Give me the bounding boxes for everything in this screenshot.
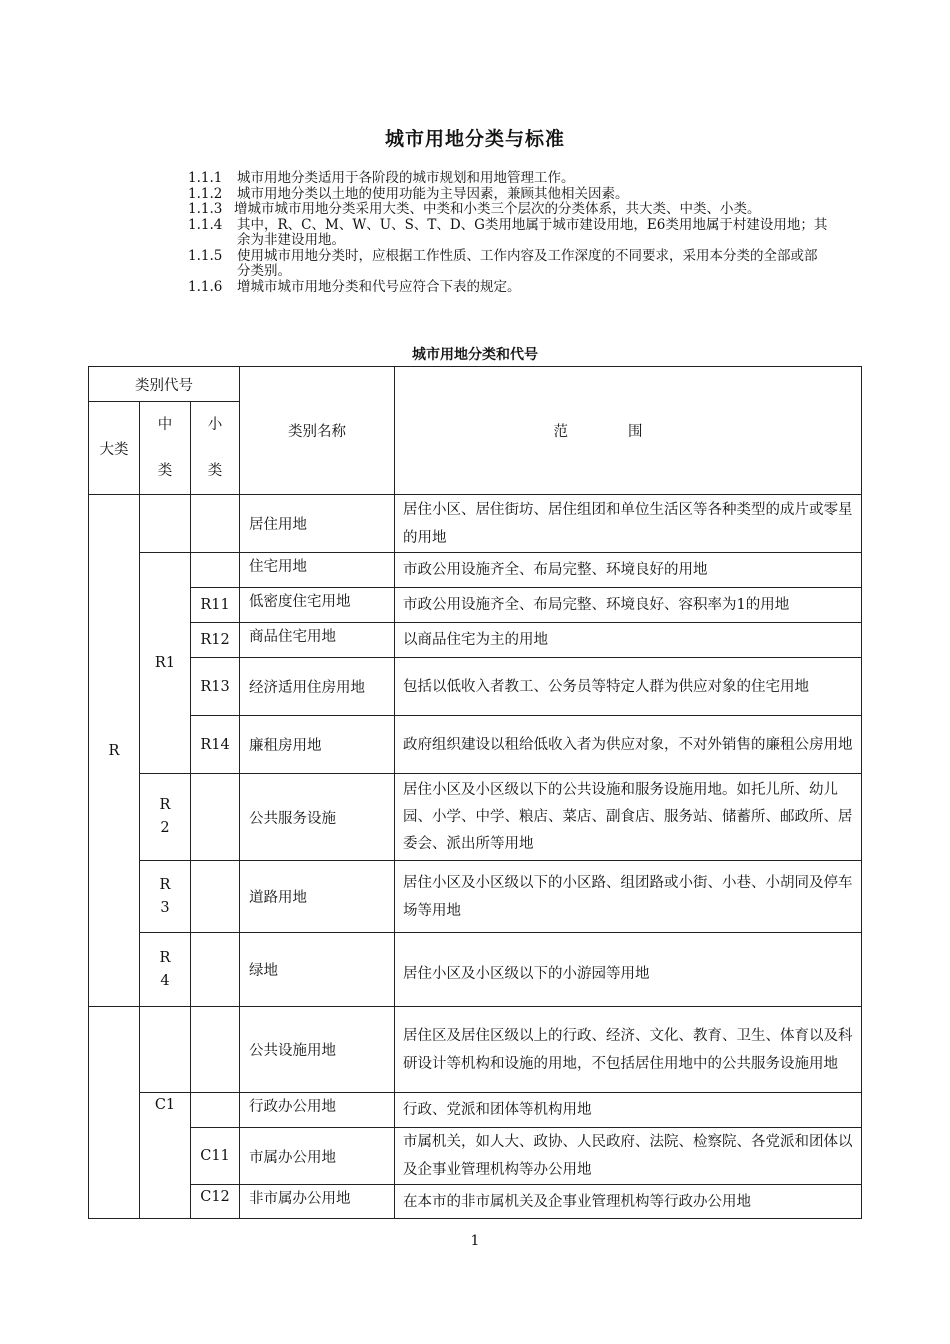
header-scope (395, 367, 862, 495)
mid-code (140, 933, 191, 1007)
table-row (89, 1093, 862, 1128)
table-row (89, 495, 862, 553)
table-row (89, 588, 862, 623)
table-row (89, 933, 862, 1007)
table-row (89, 1185, 862, 1219)
category-scope: 居住小区及小区级以下的小游园等用地 (395, 933, 862, 1007)
mid-code (140, 495, 191, 553)
table-row (89, 1128, 862, 1185)
mid-code-part: R (159, 797, 171, 813)
minor-code (191, 861, 240, 933)
table-row (89, 716, 862, 774)
category-scope: 包括以低收入者教工、公务员等特定人群为供应对象的住宅用地 (395, 658, 862, 716)
header-minor-char: 小 (207, 417, 223, 433)
category-name: 绿地 (240, 933, 395, 1007)
mid-code (140, 774, 191, 861)
page-number: 1 (470, 1233, 480, 1249)
clause-number: 1.1.4 (188, 216, 223, 233)
header-minor-char: 类 (207, 463, 223, 479)
clause-text: 增城市城市用地分类采用大类、中类和小类三个层次的分类体系，共大类、中类、小类。 (234, 201, 761, 217)
clause-text: 城市用地分类以土地的使用功能为主导因素，兼顾其他相关因素。 (237, 185, 629, 202)
minor-code: R14 (191, 716, 240, 774)
minor-code: C12 (191, 1185, 240, 1219)
category-name: 公共服务设施 (240, 774, 395, 861)
table-row (89, 553, 862, 588)
minor-code (191, 1007, 240, 1093)
category-scope: 政府组织建设以租给低收入者为供应对象，不对外销售的廉租公房用地 (395, 716, 862, 774)
clause-item (188, 202, 828, 218)
minor-code (191, 495, 240, 553)
category-scope: 在本市的非市属机关及企事业管理机构等行政办公用地 (395, 1185, 862, 1219)
category-name: 经济适用住房用地 (240, 658, 395, 716)
category-scope: 以商品住宅为主的用地 (395, 623, 862, 658)
minor-code: R12 (191, 623, 240, 658)
category-scope: 居住小区及小区级以下的公共设施和服务设施用地。如托儿所、幼儿园、小学、中学、粮店、菜店、副食店、服务站、储蓄所、邮政所、居委会、派出所等用地 (395, 774, 862, 861)
clause-number: 1.1.3 (188, 201, 223, 217)
clause-item (188, 171, 828, 187)
minor-code: R11 (191, 588, 240, 623)
header-row (89, 367, 862, 402)
minor-code (191, 933, 240, 1007)
category-name: 住宅用地 (240, 553, 395, 588)
clause-item (188, 187, 828, 203)
category-scope: 市政公用设施齐全、布局完整、环境良好、容积率为1的用地 (395, 588, 862, 623)
category-scope: 市属机关，如人大、政协、人民政府、法院、检察院、各党派和团体以及企事业管理机构等办公用地 (395, 1128, 862, 1185)
clause-text: 增城市城市用地分类和代号应符合下表的规定。 (237, 278, 521, 295)
table-row (89, 658, 862, 716)
header-scope-label: 范围 (553, 424, 703, 440)
major-code-c (89, 1007, 140, 1219)
category-scope: 居住区及居住区级以上的行政、经济、文化、教育、卫生、体育以及科研设计等机构和设施的用地，不包括居住用地中的公共服务设施用地 (395, 1007, 862, 1093)
header-mid-char: 类 (157, 463, 173, 479)
category-name: 道路用地 (240, 861, 395, 933)
major-code-r: R (89, 495, 140, 1007)
clause-list (188, 171, 828, 295)
minor-code: R13 (191, 658, 240, 716)
category-scope: 居住小区及小区级以下的小区路、组团路或小街、小巷、小胡同及停车场等用地 (395, 861, 862, 933)
header-code: 类别代号 (89, 367, 240, 402)
header-name: 类别名称 (240, 367, 395, 495)
clause-item (188, 249, 828, 280)
mid-code (140, 861, 191, 933)
table-row (89, 774, 862, 861)
header-mid-char: 中 (157, 417, 173, 433)
mid-code-part: R (159, 876, 171, 893)
clause-text: 使用城市用地分类时，应根据工作性质、工作内容及工作深度的不同要求，采用本分类的全部或部分类别。 (237, 247, 818, 279)
clause-number: 1.1.6 (188, 278, 223, 295)
minor-code: C11 (191, 1128, 240, 1185)
document-title: 城市用地分类与标准 (384, 128, 565, 150)
minor-code (191, 1093, 240, 1128)
mid-code-part: 3 (160, 899, 170, 916)
category-scope: 市政公用设施齐全、布局完整、环境良好的用地 (395, 553, 862, 588)
category-name: 行政办公用地 (240, 1093, 395, 1128)
category-name: 公共设施用地 (240, 1007, 395, 1093)
category-name: 低密度住宅用地 (240, 588, 395, 623)
mid-code-part: 2 (160, 820, 170, 836)
table-title: 城市用地分类和代号 (412, 347, 538, 363)
clause-item (188, 280, 828, 296)
category-name: 商品住宅用地 (240, 623, 395, 658)
mid-code: R1 (140, 553, 191, 774)
table-row (89, 623, 862, 658)
clause-number: 1.1.2 (188, 185, 223, 202)
minor-code (191, 774, 240, 861)
header-mid (140, 402, 191, 495)
category-scope: 居住小区、居住街坊、居住组团和单位生活区等各种类型的成片或零星的用地 (395, 495, 862, 553)
mid-code-part: R (159, 949, 171, 966)
category-name: 市属办公用地 (240, 1128, 395, 1185)
category-scope: 行政、党派和团体等机构用地 (395, 1093, 862, 1128)
category-name: 非市属办公用地 (240, 1185, 395, 1219)
table-row (89, 1007, 862, 1093)
clause-text: 城市用地分类适用于各阶段的城市规划和用地管理工作。 (237, 170, 575, 186)
clause-text: 其中，R、C、M、W、U、S、T、D、G类用地属于城市建设用地，E6类用地属于村建设用地；其余为非建设用地。 (237, 216, 828, 248)
clause-item (188, 218, 828, 249)
mid-code-part: 4 (160, 972, 170, 989)
land-use-table (88, 366, 862, 1219)
category-name: 廉租房用地 (240, 716, 395, 774)
table-row (89, 861, 862, 933)
clause-number: 1.1.5 (188, 247, 223, 264)
header-minor (191, 402, 240, 495)
clause-number: 1.1.1 (188, 170, 223, 186)
header-major: 大类 (89, 402, 140, 495)
category-name: 居住用地 (240, 495, 395, 553)
mid-code (140, 1007, 191, 1093)
minor-code (191, 553, 240, 588)
mid-code: C1 (140, 1093, 191, 1219)
